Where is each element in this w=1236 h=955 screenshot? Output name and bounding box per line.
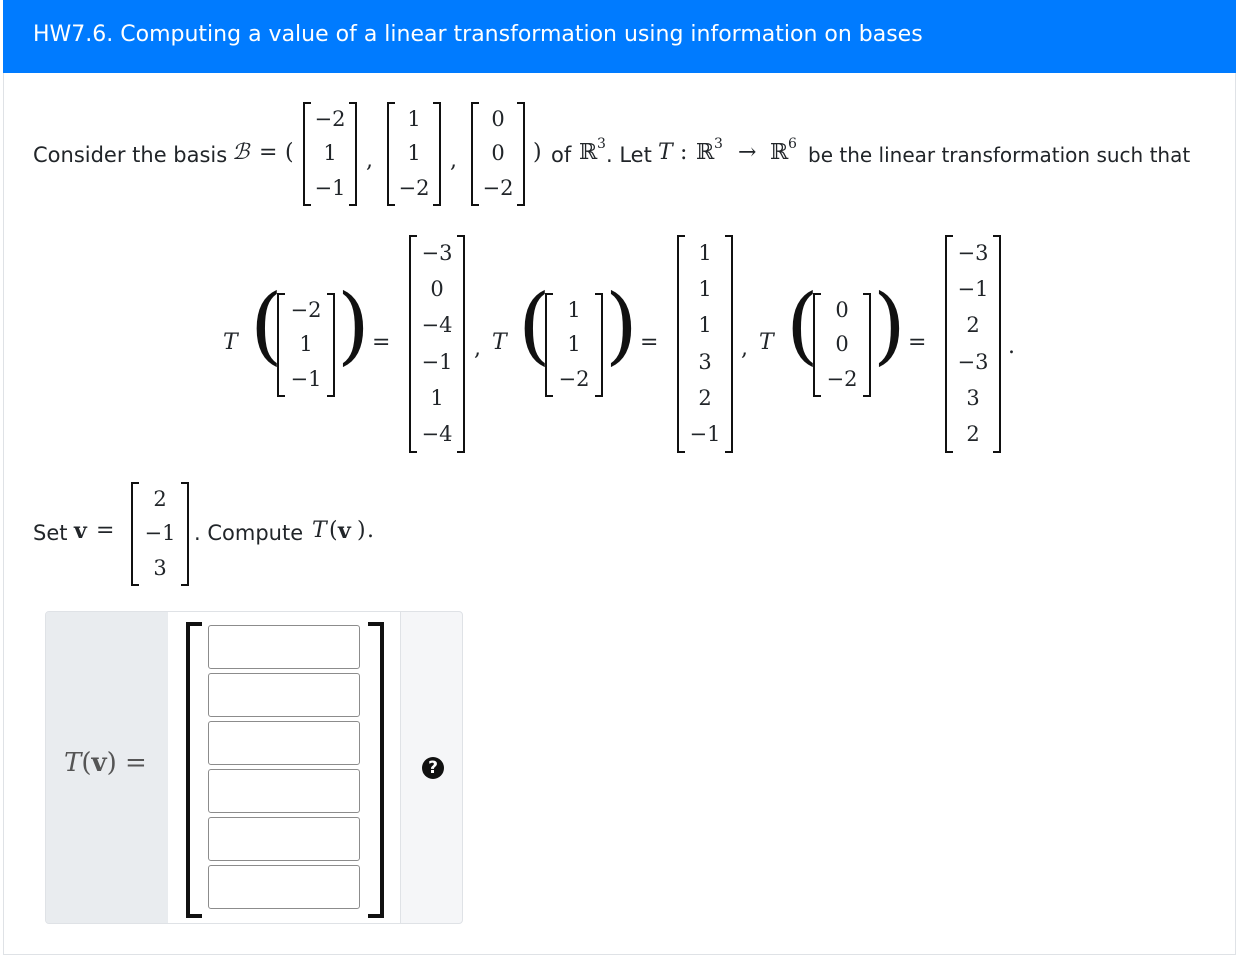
answer-label <box>64 748 147 778</box>
answer-entry-1[interactable] <box>208 625 360 669</box>
image-vector-2-entry: 1 <box>698 240 712 265</box>
answer-entry-6[interactable] <box>208 865 360 909</box>
answer-label-T: T <box>64 748 82 778</box>
equals-sign: = <box>908 330 927 355</box>
be-text: be the linear transformation such that <box>808 143 1191 167</box>
period: . <box>1008 334 1015 359</box>
image-vector-3-entry: −3 <box>957 240 989 265</box>
open-paren: ( <box>786 276 819 374</box>
image-vector-2-entry: −1 <box>689 422 721 447</box>
image-vector-2-entry: 1 <box>698 313 712 338</box>
v-equals: = <box>96 518 115 543</box>
input-vector-1-entry: 1 <box>299 332 313 357</box>
basis-vector-3-entry: 0 <box>491 141 505 166</box>
compute-text: . Compute <box>194 521 304 545</box>
image-vector-1-entry: −3 <box>421 240 453 265</box>
v-symbol: v <box>74 518 87 544</box>
basis-vector-1-entry: 1 <box>323 141 337 166</box>
basis-vector-3-entry: −2 <box>482 176 514 201</box>
image-vector-3-entry: 2 <box>966 313 980 338</box>
R-exponent: 6 <box>788 136 797 152</box>
period: . <box>367 518 374 543</box>
answer-label-close: ) <box>106 748 117 778</box>
basis-comma: , <box>450 148 457 173</box>
basis-comma: , <box>366 148 373 173</box>
input-vector-2-entry: −2 <box>558 367 590 392</box>
basis-close-paren: ) <box>533 140 542 165</box>
help-icon[interactable]: ? <box>422 757 444 779</box>
T-symbol: T <box>492 330 507 355</box>
input-vector-3-entry: −2 <box>826 367 858 392</box>
question-header <box>3 0 1236 73</box>
answer-label-eq: = <box>125 748 147 778</box>
image-vector-1-entry: 0 <box>430 276 444 301</box>
close-paren: ) <box>357 518 366 543</box>
image-vector-2 <box>677 235 733 453</box>
basis-vector-3-entry: 0 <box>491 106 505 131</box>
consider-text: Consider the basis <box>33 143 228 167</box>
input-vector-3-entry: 0 <box>835 297 849 322</box>
input-vector-2-entry: 1 <box>567 332 581 357</box>
T-symbol: T <box>658 140 673 165</box>
T-symbol: T <box>759 330 774 355</box>
basis-vector-2-entry: 1 <box>407 141 421 166</box>
R-exponent: 3 <box>714 136 723 152</box>
answer-panel <box>45 611 463 924</box>
input-vector-2-entry: 1 <box>567 297 581 322</box>
basis-symbol: ℬ <box>232 140 250 165</box>
v-vector-entry: 2 <box>153 486 167 511</box>
basis-vector-1-entry: −1 <box>314 176 346 201</box>
answer-label-v: v <box>91 748 107 778</box>
equals-sign: = <box>372 330 391 355</box>
of-text: of <box>551 143 572 167</box>
right-bracket <box>368 622 384 918</box>
v-vector-entry: 3 <box>153 556 167 581</box>
input-vector-3 <box>813 293 871 397</box>
basis-equals: = <box>259 140 278 165</box>
image-vector-3-entry: −1 <box>957 276 989 301</box>
image-vector-1-entry: 1 <box>430 385 444 410</box>
R-symbol: ℝ <box>696 140 715 165</box>
set-text: Set <box>33 521 68 545</box>
v-vector <box>131 482 189 586</box>
comma: , <box>741 336 748 361</box>
image-vector-2-entry: 1 <box>698 276 712 301</box>
answer-entry-5[interactable] <box>208 817 360 861</box>
open-paren: ( <box>250 276 283 374</box>
input-vector-1-entry: −2 <box>290 297 322 322</box>
answer-label-cell <box>46 612 169 923</box>
R-exponent: 3 <box>597 136 606 152</box>
basis-vector-2 <box>387 102 441 206</box>
image-vector-3-entry: 2 <box>966 422 980 447</box>
answer-entry-4[interactable] <box>208 769 360 813</box>
basis-vector-2-entry: −2 <box>398 176 430 201</box>
input-vector-3-entry: 0 <box>835 332 849 357</box>
open-paren: ( <box>518 276 551 374</box>
answer-label-open: ( <box>81 748 92 778</box>
equals-sign: = <box>640 330 659 355</box>
arrow-symbol: → <box>738 140 757 165</box>
let-text: . Let <box>606 143 652 167</box>
T-symbol: T <box>223 330 238 355</box>
basis-vector-1-entry: −2 <box>314 106 346 131</box>
v-symbol: v <box>338 518 351 544</box>
input-vector-2 <box>545 293 603 397</box>
basis-open-paren: ( <box>285 140 294 165</box>
close-paren: ) <box>337 276 370 374</box>
T-symbol: T <box>312 518 327 543</box>
answer-entry-3[interactable] <box>208 721 360 765</box>
close-paren: ) <box>873 276 906 374</box>
R-symbol: ℝ <box>770 140 789 165</box>
image-vector-1-entry: −4 <box>421 422 453 447</box>
comma: , <box>474 336 481 361</box>
left-bracket <box>186 622 202 918</box>
basis-vector-2-entry: 1 <box>407 106 421 131</box>
input-vector-1 <box>277 293 335 397</box>
v-vector-entry: −1 <box>144 521 176 546</box>
answer-matrix-cell <box>168 612 401 923</box>
image-vector-3-entry: −3 <box>957 349 989 374</box>
image-vector-2-entry: 2 <box>698 385 712 410</box>
R-symbol: ℝ <box>579 140 598 165</box>
close-paren: ) <box>605 276 638 374</box>
image-vector-3 <box>945 235 1001 453</box>
basis-vector-3 <box>471 102 525 206</box>
colon-symbol: : <box>680 140 688 165</box>
image-vector-1 <box>409 235 465 453</box>
answer-entry-2[interactable] <box>208 673 360 717</box>
image-vector-1-entry: −4 <box>421 313 453 338</box>
question-title: HW7.6. Computing a value of a linear transformation using information on bases <box>33 22 923 47</box>
image-vector-3-entry: 3 <box>966 385 980 410</box>
image-vector-2-entry: 3 <box>698 349 712 374</box>
basis-vector-1 <box>303 102 357 206</box>
image-vector-1-entry: −1 <box>421 349 453 374</box>
input-vector-1-entry: −1 <box>290 367 322 392</box>
open-paren: ( <box>329 518 338 543</box>
